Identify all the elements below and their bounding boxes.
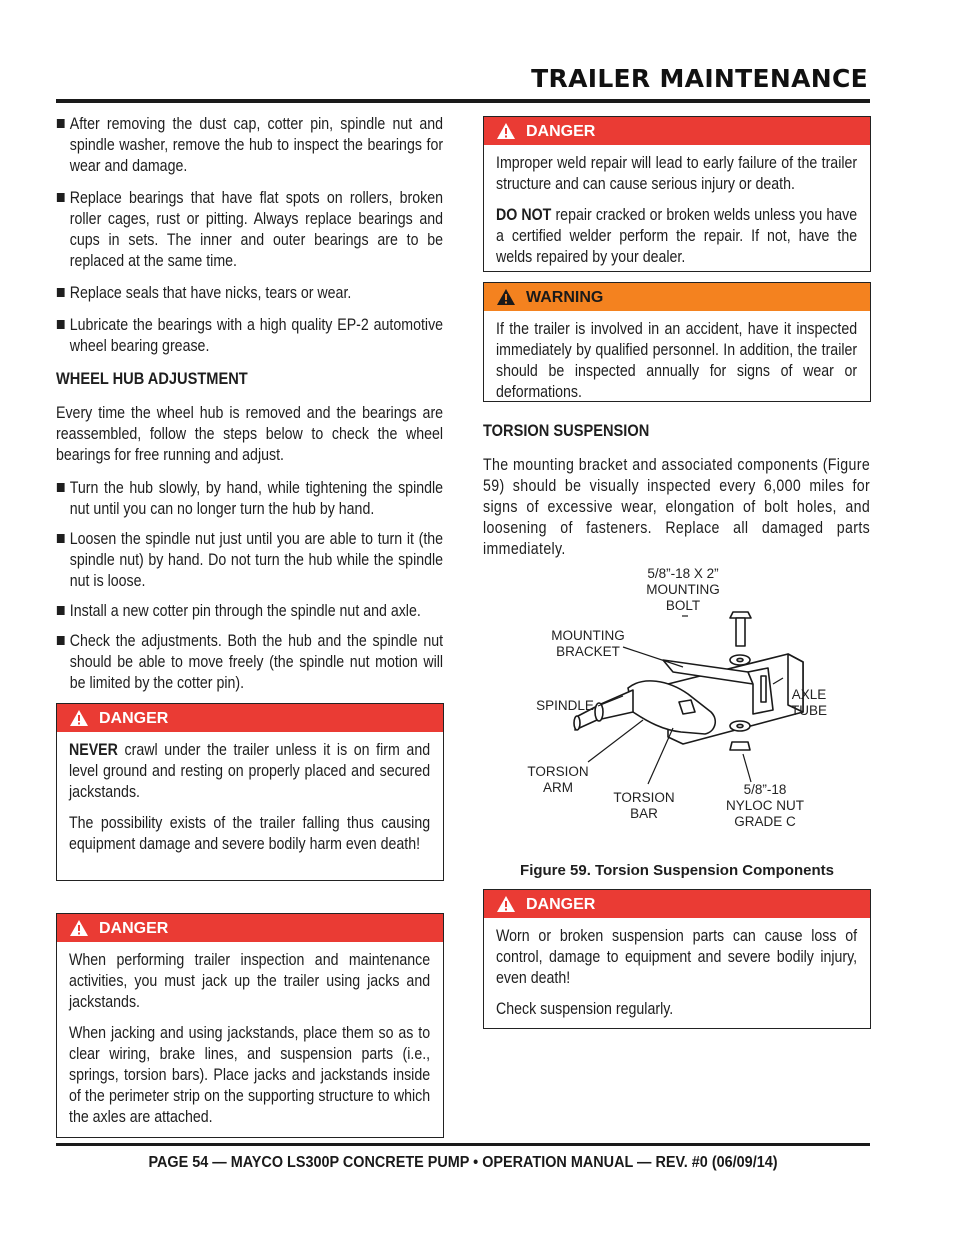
section-heading-wheel-hub: WHEEL HUB ADJUSTMENT — [56, 369, 248, 388]
label-line: BRACKET — [556, 644, 620, 659]
danger-box-welds — [483, 116, 871, 272]
danger-header — [484, 890, 870, 918]
label-line: SPINDLE — [536, 698, 594, 713]
label-line: MOUNTING — [551, 628, 625, 643]
page-footer: PAGE 54 — MAYCO LS300P CONCRETE PUMP • OPERATION MANUAL — REV. #0 (06/09/14) — [148, 1154, 778, 1171]
label-line: ARM — [543, 780, 573, 795]
wheel-hub-intro: Every time the wheel hub is removed and the bearings are reassembled, follow the steps below to check the wheel bearings for free running and adjust. — [56, 404, 444, 464]
danger-header — [57, 914, 443, 942]
bullet-item: Replace bearings that have flat spots on rollers, broken roller cages, rust or pitting. Always replace bearings and cups in sets. The inner and outer bearings are to be replaced at the same time. — [56, 188, 443, 272]
danger-header — [484, 117, 870, 145]
danger-text: When jacking and using jackstands, place them so as to clear wiring, brake lines, and suspension parts (i.e., springs, torsion bars). Place jacks and jackstands inside of the perimeter strip on the supporting structure to which the axles are attached. — [69, 1024, 431, 1126]
danger-text: The possibility exists of the trailer falling thus causing equipment damage and severe bodily harm even death! — [69, 814, 431, 853]
danger-label: DANGER — [99, 919, 169, 937]
warning-triangle-icon — [496, 895, 516, 913]
label-line: NYLOC NUT — [725, 798, 804, 813]
danger-box-suspension — [483, 889, 871, 1029]
danger-text-rest: crawl under the trailer unless it is on firm and level ground and resting on properly placed and secured jackstands. — [69, 741, 431, 801]
danger-text: Improper weld repair will lead to early failure of the trailer structure and can cause serious injury or death. — [496, 154, 858, 193]
danger-box-jacking — [56, 913, 444, 1138]
label-torsion-arm — [521, 764, 595, 796]
step-item: Install a new cotter pin through the spindle nut and axle. — [56, 601, 443, 622]
danger-text: When performing trailer inspection and maintenance activities, you must jack up the trailer using jacks and jackstands. — [69, 951, 431, 1011]
label-line: BAR — [630, 806, 658, 821]
torsion-text: The mounting bracket and associated components (Figure 59) should be visually inspected every 6,000 miles for signs of excessive wear, elongation of bolt holes, and loosening of fasteners. Replace all damaged parts immediately. — [483, 456, 871, 558]
bullet-item: Replace seals that have nicks, tears or wear. — [56, 283, 443, 304]
warning-header — [484, 283, 870, 311]
step-item: Check the adjustments. Both the hub and the spindle nut should be able to move freely (the spindle nut motion will be limited by the cotter pin). — [56, 631, 443, 694]
left-column — [56, 114, 444, 1148]
warning-triangle-icon — [496, 288, 516, 306]
label-line: TORSION — [527, 764, 589, 779]
danger-text — [69, 740, 430, 803]
danger-header — [57, 704, 443, 732]
danger-label: DANGER — [526, 895, 596, 913]
label-line: TORSION — [613, 790, 675, 805]
warning-text: If the trailer is involved in an accident, have it inspected immediately by qualified personnel. In addition, the trailer should be inspected annually for signs of wear or deformations. — [496, 320, 858, 401]
label-spindle — [529, 698, 601, 714]
danger-text — [496, 205, 857, 268]
warning-label: WARNING — [526, 288, 604, 306]
header-rule — [56, 99, 870, 103]
label-mounting-bracket — [543, 628, 633, 660]
label-line: TUBE — [790, 703, 827, 718]
bullet-item: After removing the dust cap, cotter pin, spindle nut and spindle washer, remove the hub to inspect the bearings for wear and damage. — [56, 114, 443, 177]
bullet-item: Lubricate the bearings with a high quality EP-2 automotive wheel bearing grease. — [56, 315, 443, 357]
right-column — [483, 116, 871, 1039]
figure-caption: Figure 59. Torsion Suspension Components — [520, 862, 834, 879]
label-nyloc-nut — [715, 782, 815, 830]
danger-box-jackstands — [56, 703, 444, 881]
page-title: TRAILER MAINTENANCE — [531, 64, 868, 93]
danger-text-rest: repair cracked or broken welds unless you have a certified welder perform the repair. If not, have the welds repaired by your dealer. — [496, 206, 858, 266]
danger-emphasis: DO NOT — [496, 206, 552, 224]
label-line: 5/8”-18 X 2” — [647, 566, 719, 581]
warning-triangle-icon — [69, 709, 89, 727]
label-line: 5/8”-18 — [743, 782, 787, 797]
danger-label: DANGER — [526, 122, 596, 140]
label-line: AXLE — [791, 687, 827, 702]
danger-text: Check suspension regularly. — [496, 1000, 674, 1018]
warning-triangle-icon — [69, 919, 89, 937]
label-line: MOUNTING — [646, 582, 720, 597]
danger-emphasis: NEVER — [69, 741, 118, 759]
label-line: BOLT — [665, 598, 701, 613]
warning-triangle-icon — [496, 122, 516, 140]
label-line: GRADE C — [734, 814, 796, 829]
label-mounting-bolt — [633, 566, 733, 614]
danger-label: DANGER — [99, 709, 169, 727]
step-item: Loosen the spindle nut just until you are able to turn it (the spindle nut) by hand. Do not turn the hub while the spindle nut is loose. — [56, 529, 443, 592]
label-torsion-bar — [607, 790, 681, 822]
danger-text: Worn or broken suspension parts can cause loss of control, damage to equipment and severe bodily injury, even death! — [496, 927, 858, 987]
footer-rule — [56, 1143, 870, 1146]
step-item: Turn the hub slowly, by hand, while tightening the spindle nut until you can no longer turn the hub by hand. — [56, 478, 443, 520]
torsion-suspension-figure — [483, 566, 871, 858]
section-heading-torsion: TORSION SUSPENSION — [483, 421, 650, 440]
warning-box-accident — [483, 282, 871, 402]
label-axle-tube — [781, 687, 837, 719]
